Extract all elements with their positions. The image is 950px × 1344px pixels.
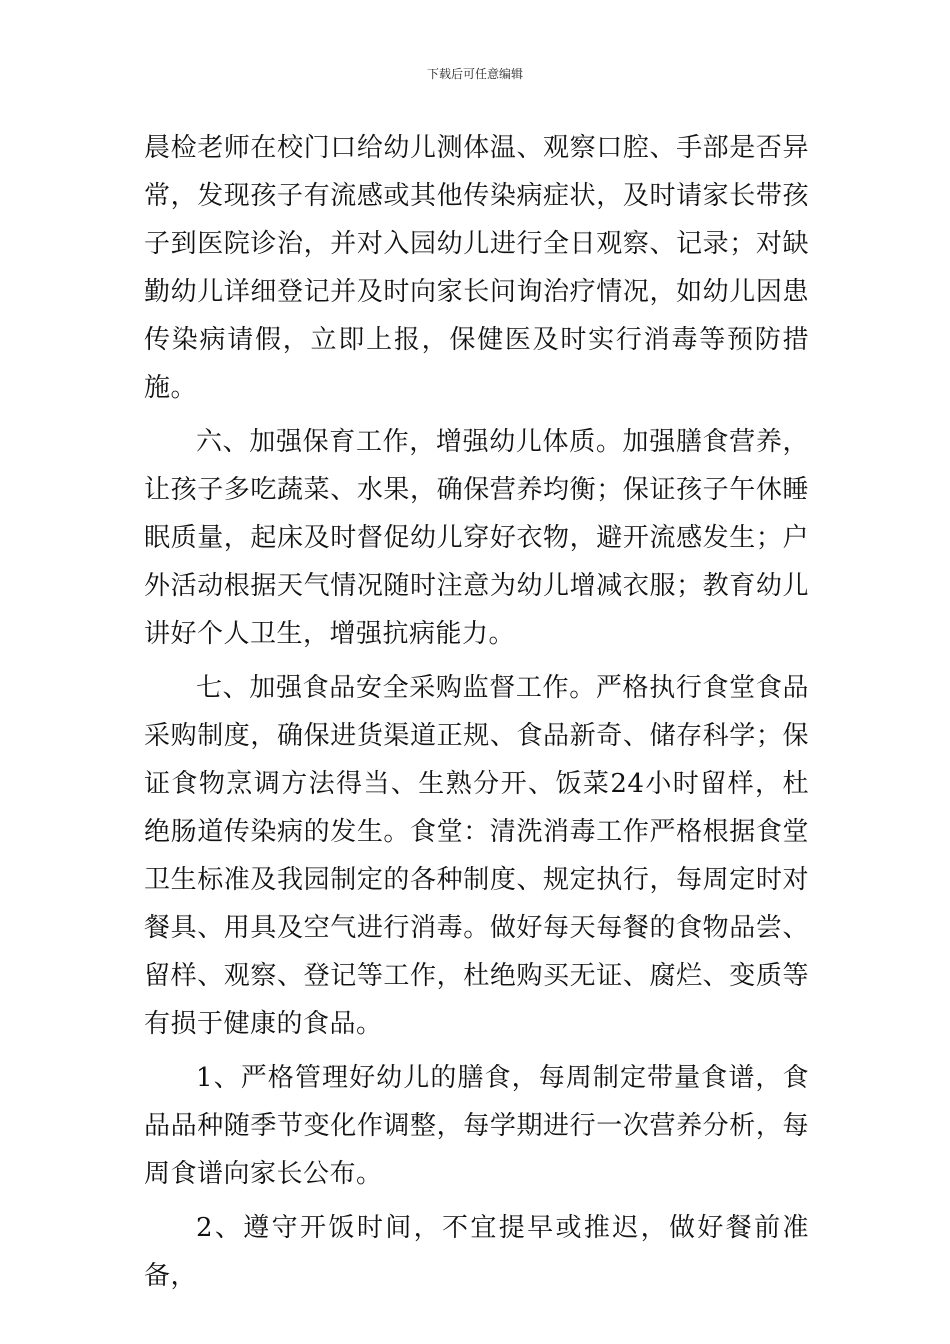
page-header: 下载后可任意编辑 [426, 67, 523, 81]
paragraph-section-seven: 七、加强食品安全采购监督工作。严格执行食堂食品采购制度，确保进货渠道正规、食品新奇、储存科学；保证食物烹调方法得当、生熟分开、饭菜24小时留样，杜绝肠道传染病的发生。食堂：清洗消毒工作严格根据食堂卫生标准及我园制定的各种制度、规定执行，每周定时对餐具、用具及空气进行消毒。做好每天每餐的食物品尝、留样、观察、登记等工作，杜绝购买无证、腐烂、变质等有损于健康的食品。 [144, 673, 809, 1039]
paragraph-continuation: 晨检老师在校门口给幼儿测体温、观察口腔、手部是否异常，发现孩子有流感或其他传染病症状，及时请家长带孩子到医院诊治，并对入园幼儿进行全日观察、记录；对缺勤幼儿详细登记并及时向家长问询治疗情况，如幼儿因患传染病请假，立即上报，保健医及时实行消毒等预防措施。 [144, 133, 809, 403]
paragraph-item-one: 1、严格管理好幼儿的膳食，每周制定带量食谱，食品品种随季节变化作调整，每学期进行一次营养分析，每周食谱向家长公布。 [144, 1063, 809, 1189]
document-body [144, 124, 809, 1306]
paragraph-section-six: 六、加强保育工作，增强幼儿体质。加强膳食营养，让孩子多吃蔬菜、水果，确保营养均衡；保证孩子午休睡眠质量，起床及时督促幼儿穿好衣物，避开流感发生；户外活动根据天气情况随时注意为幼儿增减衣服；教育幼儿讲好个人卫生，增强抗病能力。 [144, 427, 809, 649]
paragraph-item-two: 2、遵守开饭时间，不宜提早或推迟，做好餐前准备， [144, 1213, 809, 1291]
